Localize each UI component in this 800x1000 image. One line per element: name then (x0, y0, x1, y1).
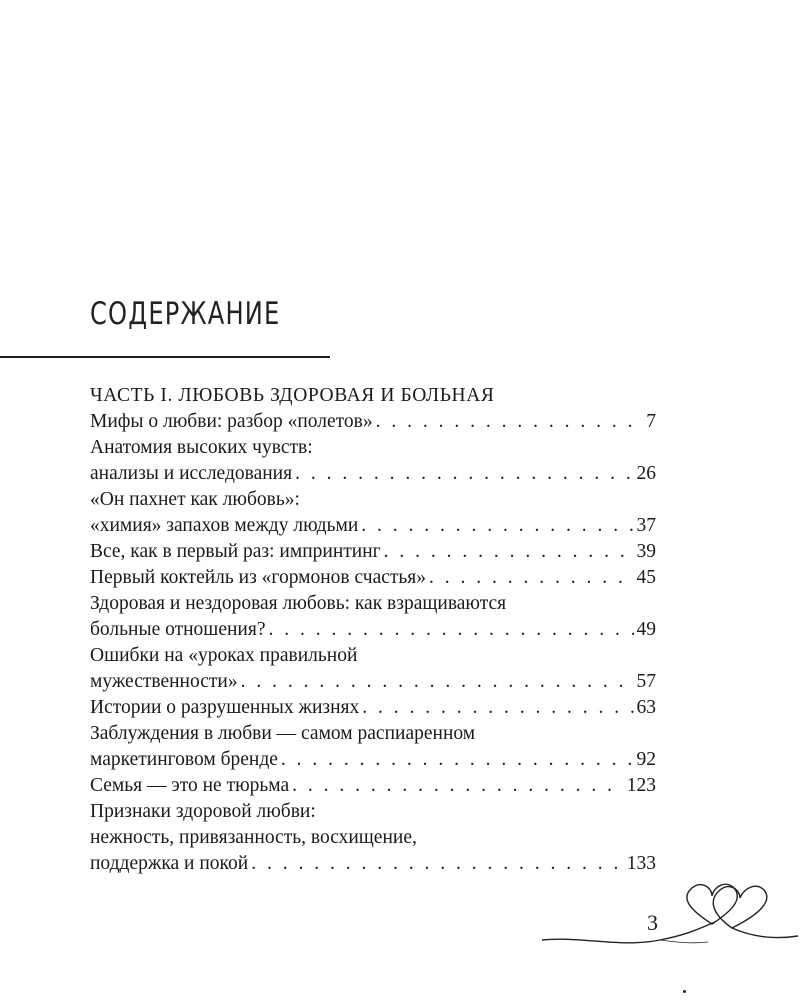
toc-entry-page: 49 (636, 619, 656, 640)
toc-entry[interactable] (90, 617, 656, 643)
toc-entry[interactable] (90, 747, 656, 773)
dot-leader (241, 669, 634, 695)
toc-entry-page: 133 (626, 853, 656, 874)
toc-entry-title: Семья — это не тюрьма (90, 775, 290, 796)
toc-entry[interactable] (90, 695, 656, 721)
toc-entry-title: поддержка и покой (90, 853, 249, 874)
toc-entry-page: 26 (636, 463, 656, 484)
dot-leader (429, 565, 633, 591)
toc-entry-line: Заблуждения в любви — самом распиаренном (90, 723, 476, 744)
dot-leader (361, 513, 633, 539)
toc-entry[interactable] (90, 409, 656, 435)
toc-entry-page: 63 (636, 697, 656, 718)
toc-entry-page: 7 (646, 411, 656, 432)
toc-entry[interactable] (90, 513, 656, 539)
toc-entry-title: Мифы о любви: разбор «полетов» (90, 411, 373, 432)
heading-rule (0, 356, 330, 358)
dot-leader (376, 409, 644, 435)
toc-entry-line: Признаки здоровой любви: (90, 801, 316, 822)
dot-leader (281, 747, 634, 773)
toc-entry[interactable] (90, 669, 656, 695)
toc-entry-line: Ошибки на «уроках правильной (90, 645, 358, 666)
page-heading: СОДЕРЖАНИЕ (90, 296, 281, 332)
toc-entry-page: 39 (636, 541, 656, 562)
toc-entry[interactable] (90, 461, 656, 487)
table-of-contents (90, 383, 656, 877)
toc-entry[interactable] (90, 539, 656, 565)
toc-entry[interactable] (90, 565, 656, 591)
toc-entry[interactable] (90, 773, 656, 799)
toc-entry-title: Все, как в первый раз: импринтинг (90, 541, 381, 562)
toc-entry-title: «химия» запахов между людьми (90, 515, 359, 536)
toc-entry-title: Первый коктейль из «гормонов счастья» (90, 567, 427, 588)
toc-entry-page: 45 (636, 567, 656, 588)
toc-entry-page: 123 (626, 775, 656, 796)
dot-leader (384, 539, 634, 565)
toc-entry-line: «Он пахнет как любовь»: (90, 489, 300, 510)
toc-entry-title: больные отношения? (90, 619, 266, 640)
page-number: 3 (647, 910, 658, 935)
toc-entry-line: Анатомия высоких чувств: (90, 437, 313, 458)
dot-leader (292, 773, 624, 799)
hearts-ornament-icon (540, 870, 800, 960)
toc-entry-title: анализы и исследования (90, 463, 293, 484)
dot-leader (362, 695, 633, 721)
part-title: ЧАСТЬ I. ЛЮБОВЬ ЗДОРОВАЯ И БОЛЬНАЯ (90, 385, 495, 406)
dot-leader (268, 617, 633, 643)
toc-entry-title: мужественности» (90, 671, 238, 692)
toc-entry-title: маркетинговом бренде (90, 749, 278, 770)
toc-entry-line: нежность, привязанность, восхищение, (90, 827, 417, 848)
toc-entry-line: Здоровая и нездоровая любовь: как взращиваются (90, 593, 507, 614)
toc-entry-page: 92 (636, 749, 656, 770)
stray-dot (683, 990, 686, 993)
toc-entry-page: 37 (636, 515, 656, 536)
dot-leader (295, 461, 633, 487)
toc-entry-title: Истории о разрушенных жизнях (90, 697, 360, 718)
toc-entry-page: 57 (636, 671, 656, 692)
